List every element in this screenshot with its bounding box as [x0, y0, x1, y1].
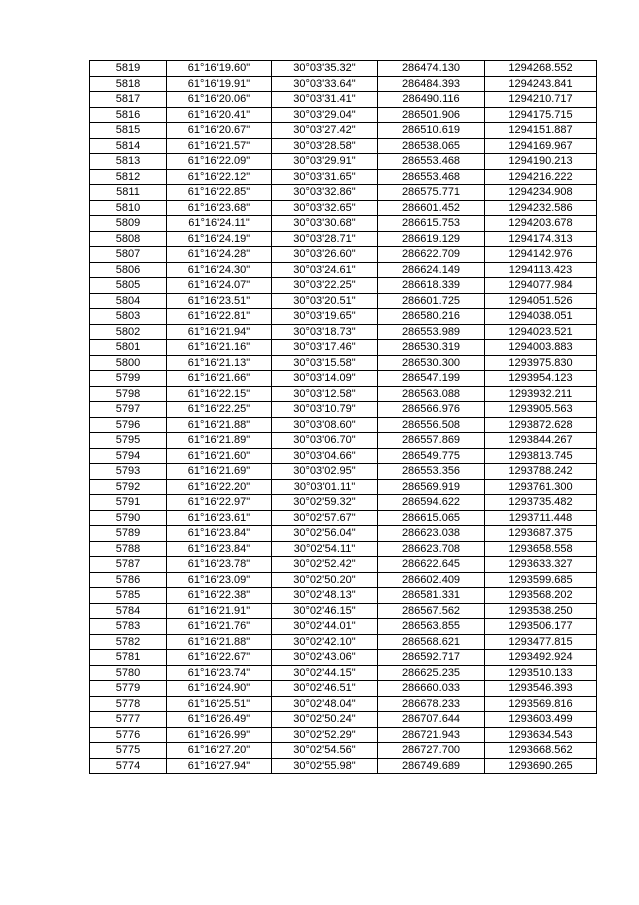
- y-cell: 1293711.448: [485, 510, 597, 526]
- y-cell: 1293546.393: [485, 681, 597, 697]
- point-cell: 5785: [90, 588, 167, 604]
- longitude-cell: 30°03'08.60": [272, 417, 378, 433]
- table-row: [90, 324, 597, 340]
- latitude-cell: 61°16'22.12": [167, 169, 272, 185]
- x-cell: 286563.855: [378, 619, 485, 635]
- latitude-cell: 61°16'21.88": [167, 417, 272, 433]
- x-cell: 286594.622: [378, 495, 485, 511]
- latitude-cell: 61°16'21.13": [167, 355, 272, 371]
- latitude-cell: 61°16'23.74": [167, 665, 272, 681]
- y-cell: 1293599.685: [485, 572, 597, 588]
- latitude-cell: 61°16'22.97": [167, 495, 272, 511]
- longitude-cell: 30°03'12.58": [272, 386, 378, 402]
- longitude-cell: 30°02'56.04": [272, 526, 378, 542]
- y-cell: 1293634.543: [485, 727, 597, 743]
- table-row: [90, 200, 597, 216]
- table-row: [90, 696, 597, 712]
- x-cell: 286556.508: [378, 417, 485, 433]
- x-cell: 286510.619: [378, 123, 485, 139]
- longitude-cell: 30°02'52.29": [272, 727, 378, 743]
- table-row: [90, 448, 597, 464]
- longitude-cell: 30°03'24.61": [272, 262, 378, 278]
- y-cell: 1293658.558: [485, 541, 597, 557]
- point-cell: 5798: [90, 386, 167, 402]
- y-cell: 1294175.715: [485, 107, 597, 123]
- latitude-cell: 61°16'21.60": [167, 448, 272, 464]
- table-row: [90, 309, 597, 325]
- y-cell: 1293668.562: [485, 743, 597, 759]
- x-cell: 286553.989: [378, 324, 485, 340]
- x-cell: 286530.319: [378, 340, 485, 356]
- table-row: [90, 76, 597, 92]
- latitude-cell: 61°16'21.16": [167, 340, 272, 356]
- point-cell: 5803: [90, 309, 167, 325]
- y-cell: 1294203.678: [485, 216, 597, 232]
- latitude-cell: 61°16'24.90": [167, 681, 272, 697]
- y-cell: 1293633.327: [485, 557, 597, 573]
- latitude-cell: 61°16'21.89": [167, 433, 272, 449]
- point-cell: 5784: [90, 603, 167, 619]
- longitude-cell: 30°03'28.58": [272, 138, 378, 154]
- longitude-cell: 30°03'29.04": [272, 107, 378, 123]
- table-row: [90, 371, 597, 387]
- table-row: [90, 154, 597, 170]
- point-cell: 5782: [90, 634, 167, 650]
- x-cell: 286563.088: [378, 386, 485, 402]
- point-cell: 5776: [90, 727, 167, 743]
- x-cell: 286660.033: [378, 681, 485, 697]
- latitude-cell: 61°16'22.15": [167, 386, 272, 402]
- longitude-cell: 30°03'27.42": [272, 123, 378, 139]
- table-row: [90, 247, 597, 263]
- point-cell: 5814: [90, 138, 167, 154]
- x-cell: 286678.233: [378, 696, 485, 712]
- longitude-cell: 30°03'04.66": [272, 448, 378, 464]
- table-row: [90, 340, 597, 356]
- latitude-cell: 61°16'24.30": [167, 262, 272, 278]
- longitude-cell: 30°02'54.11": [272, 541, 378, 557]
- longitude-cell: 30°03'33.64": [272, 76, 378, 92]
- table-row: [90, 92, 597, 108]
- point-cell: 5811: [90, 185, 167, 201]
- y-cell: 1293538.250: [485, 603, 597, 619]
- y-cell: 1294151.887: [485, 123, 597, 139]
- latitude-cell: 61°16'25.51": [167, 696, 272, 712]
- y-cell: 1293492.924: [485, 650, 597, 666]
- longitude-cell: 30°03'10.79": [272, 402, 378, 418]
- longitude-cell: 30°03'30.68": [272, 216, 378, 232]
- latitude-cell: 61°16'24.07": [167, 278, 272, 294]
- x-cell: 286615.753: [378, 216, 485, 232]
- table-row: [90, 681, 597, 697]
- point-cell: 5789: [90, 526, 167, 542]
- x-cell: 286553.468: [378, 169, 485, 185]
- point-cell: 5813: [90, 154, 167, 170]
- point-cell: 5808: [90, 231, 167, 247]
- x-cell: 286474.130: [378, 61, 485, 77]
- y-cell: 1293506.177: [485, 619, 597, 635]
- latitude-cell: 61°16'24.28": [167, 247, 272, 263]
- point-cell: 5775: [90, 743, 167, 759]
- latitude-cell: 61°16'26.99": [167, 727, 272, 743]
- point-cell: 5795: [90, 433, 167, 449]
- y-cell: 1293872.628: [485, 417, 597, 433]
- longitude-cell: 30°03'28.71": [272, 231, 378, 247]
- x-cell: 286484.393: [378, 76, 485, 92]
- latitude-cell: 61°16'23.84": [167, 541, 272, 557]
- latitude-cell: 61°16'23.09": [167, 572, 272, 588]
- coordinates-table-body: [90, 61, 597, 774]
- latitude-cell: 61°16'23.84": [167, 526, 272, 542]
- longitude-cell: 30°03'20.51": [272, 293, 378, 309]
- longitude-cell: 30°03'01.11": [272, 479, 378, 495]
- x-cell: 286623.038: [378, 526, 485, 542]
- y-cell: 1294051.526: [485, 293, 597, 309]
- table-row: [90, 510, 597, 526]
- longitude-cell: 30°03'26.60": [272, 247, 378, 263]
- latitude-cell: 61°16'20.06": [167, 92, 272, 108]
- point-cell: 5781: [90, 650, 167, 666]
- point-cell: 5777: [90, 712, 167, 728]
- x-cell: 286601.725: [378, 293, 485, 309]
- point-cell: 5786: [90, 572, 167, 588]
- y-cell: 1293568.202: [485, 588, 597, 604]
- table-row: [90, 138, 597, 154]
- table-row: [90, 712, 597, 728]
- point-cell: 5802: [90, 324, 167, 340]
- y-cell: 1293788.242: [485, 464, 597, 480]
- longitude-cell: 30°03'22.25": [272, 278, 378, 294]
- point-cell: 5778: [90, 696, 167, 712]
- longitude-cell: 30°02'46.51": [272, 681, 378, 697]
- table-row: [90, 526, 597, 542]
- longitude-cell: 30°02'50.24": [272, 712, 378, 728]
- y-cell: 1293690.265: [485, 758, 597, 774]
- point-cell: 5812: [90, 169, 167, 185]
- x-cell: 286707.644: [378, 712, 485, 728]
- y-cell: 1293603.499: [485, 712, 597, 728]
- y-cell: 1293761.300: [485, 479, 597, 495]
- latitude-cell: 61°16'27.20": [167, 743, 272, 759]
- coordinates-table: [89, 60, 597, 774]
- latitude-cell: 61°16'22.20": [167, 479, 272, 495]
- x-cell: 286568.621: [378, 634, 485, 650]
- y-cell: 1293569.816: [485, 696, 597, 712]
- x-cell: 286549.775: [378, 448, 485, 464]
- x-cell: 286625.235: [378, 665, 485, 681]
- latitude-cell: 61°16'24.19": [167, 231, 272, 247]
- y-cell: 1293844.267: [485, 433, 597, 449]
- table-row: [90, 433, 597, 449]
- table-row: [90, 231, 597, 247]
- table-row: [90, 293, 597, 309]
- table-row: [90, 278, 597, 294]
- x-cell: 286623.708: [378, 541, 485, 557]
- y-cell: 1294038.051: [485, 309, 597, 325]
- longitude-cell: 30°03'18.73": [272, 324, 378, 340]
- y-cell: 1294243.841: [485, 76, 597, 92]
- point-cell: 5793: [90, 464, 167, 480]
- point-cell: 5809: [90, 216, 167, 232]
- table-row: [90, 495, 597, 511]
- table-row: [90, 61, 597, 77]
- table-row: [90, 603, 597, 619]
- longitude-cell: 30°02'52.42": [272, 557, 378, 573]
- longitude-cell: 30°02'46.15": [272, 603, 378, 619]
- x-cell: 286580.216: [378, 309, 485, 325]
- point-cell: 5780: [90, 665, 167, 681]
- y-cell: 1293932.211: [485, 386, 597, 402]
- table-row: [90, 572, 597, 588]
- latitude-cell: 61°16'21.94": [167, 324, 272, 340]
- latitude-cell: 61°16'23.78": [167, 557, 272, 573]
- latitude-cell: 61°16'19.91": [167, 76, 272, 92]
- longitude-cell: 30°02'44.15": [272, 665, 378, 681]
- point-cell: 5779: [90, 681, 167, 697]
- longitude-cell: 30°02'42.10": [272, 634, 378, 650]
- table-row: [90, 185, 597, 201]
- point-cell: 5792: [90, 479, 167, 495]
- point-cell: 5817: [90, 92, 167, 108]
- longitude-cell: 30°02'50.20": [272, 572, 378, 588]
- y-cell: 1294023.521: [485, 324, 597, 340]
- latitude-cell: 61°16'21.88": [167, 634, 272, 650]
- latitude-cell: 61°16'22.38": [167, 588, 272, 604]
- table-row: [90, 479, 597, 495]
- y-cell: 1294210.717: [485, 92, 597, 108]
- x-cell: 286501.906: [378, 107, 485, 123]
- table-row: [90, 541, 597, 557]
- point-cell: 5788: [90, 541, 167, 557]
- longitude-cell: 30°03'17.46": [272, 340, 378, 356]
- latitude-cell: 61°16'23.68": [167, 200, 272, 216]
- longitude-cell: 30°03'32.86": [272, 185, 378, 201]
- table-row: [90, 216, 597, 232]
- y-cell: 1294268.552: [485, 61, 597, 77]
- table-row: [90, 727, 597, 743]
- x-cell: 286569.919: [378, 479, 485, 495]
- point-cell: 5787: [90, 557, 167, 573]
- latitude-cell: 61°16'21.66": [167, 371, 272, 387]
- x-cell: 286727.700: [378, 743, 485, 759]
- y-cell: 1293905.563: [485, 402, 597, 418]
- x-cell: 286721.943: [378, 727, 485, 743]
- y-cell: 1294077.984: [485, 278, 597, 294]
- y-cell: 1294113.423: [485, 262, 597, 278]
- x-cell: 286557.869: [378, 433, 485, 449]
- point-cell: 5805: [90, 278, 167, 294]
- x-cell: 286749.689: [378, 758, 485, 774]
- x-cell: 286553.468: [378, 154, 485, 170]
- latitude-cell: 61°16'21.57": [167, 138, 272, 154]
- x-cell: 286566.976: [378, 402, 485, 418]
- latitude-cell: 61°16'27.94": [167, 758, 272, 774]
- x-cell: 286602.409: [378, 572, 485, 588]
- longitude-cell: 30°02'57.67": [272, 510, 378, 526]
- latitude-cell: 61°16'21.69": [167, 464, 272, 480]
- latitude-cell: 61°16'21.91": [167, 603, 272, 619]
- point-cell: 5801: [90, 340, 167, 356]
- longitude-cell: 30°02'59.32": [272, 495, 378, 511]
- longitude-cell: 30°02'48.13": [272, 588, 378, 604]
- latitude-cell: 61°16'26.49": [167, 712, 272, 728]
- table-row: [90, 557, 597, 573]
- longitude-cell: 30°02'43.06": [272, 650, 378, 666]
- longitude-cell: 30°02'55.98": [272, 758, 378, 774]
- y-cell: 1294232.586: [485, 200, 597, 216]
- y-cell: 1294174.313: [485, 231, 597, 247]
- x-cell: 286530.300: [378, 355, 485, 371]
- longitude-cell: 30°03'15.58": [272, 355, 378, 371]
- x-cell: 286553.356: [378, 464, 485, 480]
- table-row: [90, 665, 597, 681]
- point-cell: 5807: [90, 247, 167, 263]
- point-cell: 5774: [90, 758, 167, 774]
- longitude-cell: 30°03'29.91": [272, 154, 378, 170]
- latitude-cell: 61°16'23.51": [167, 293, 272, 309]
- longitude-cell: 30°03'02.95": [272, 464, 378, 480]
- y-cell: 1294216.222: [485, 169, 597, 185]
- table-row: [90, 107, 597, 123]
- latitude-cell: 61°16'22.67": [167, 650, 272, 666]
- point-cell: 5819: [90, 61, 167, 77]
- table-row: [90, 634, 597, 650]
- latitude-cell: 61°16'21.76": [167, 619, 272, 635]
- table-row: [90, 169, 597, 185]
- longitude-cell: 30°02'54.56": [272, 743, 378, 759]
- x-cell: 286581.331: [378, 588, 485, 604]
- x-cell: 286624.149: [378, 262, 485, 278]
- longitude-cell: 30°03'19.65": [272, 309, 378, 325]
- y-cell: 1293954.123: [485, 371, 597, 387]
- point-cell: 5797: [90, 402, 167, 418]
- y-cell: 1293510.133: [485, 665, 597, 681]
- point-cell: 5816: [90, 107, 167, 123]
- x-cell: 286622.709: [378, 247, 485, 263]
- point-cell: 5783: [90, 619, 167, 635]
- latitude-cell: 61°16'20.67": [167, 123, 272, 139]
- latitude-cell: 61°16'24.11": [167, 216, 272, 232]
- table-row: [90, 758, 597, 774]
- latitude-cell: 61°16'22.09": [167, 154, 272, 170]
- latitude-cell: 61°16'22.25": [167, 402, 272, 418]
- table-row: [90, 355, 597, 371]
- table-row: [90, 417, 597, 433]
- longitude-cell: 30°03'06.70": [272, 433, 378, 449]
- y-cell: 1293813.745: [485, 448, 597, 464]
- latitude-cell: 61°16'23.61": [167, 510, 272, 526]
- y-cell: 1294234.908: [485, 185, 597, 201]
- x-cell: 286615.065: [378, 510, 485, 526]
- longitude-cell: 30°03'32.65": [272, 200, 378, 216]
- table-row: [90, 650, 597, 666]
- latitude-cell: 61°16'22.81": [167, 309, 272, 325]
- point-cell: 5810: [90, 200, 167, 216]
- point-cell: 5815: [90, 123, 167, 139]
- table-row: [90, 588, 597, 604]
- table-row: [90, 619, 597, 635]
- point-cell: 5799: [90, 371, 167, 387]
- longitude-cell: 30°03'31.65": [272, 169, 378, 185]
- x-cell: 286538.065: [378, 138, 485, 154]
- point-cell: 5796: [90, 417, 167, 433]
- y-cell: 1294169.967: [485, 138, 597, 154]
- point-cell: 5794: [90, 448, 167, 464]
- latitude-cell: 61°16'20.41": [167, 107, 272, 123]
- longitude-cell: 30°03'14.09": [272, 371, 378, 387]
- point-cell: 5800: [90, 355, 167, 371]
- longitude-cell: 30°03'31.41": [272, 92, 378, 108]
- x-cell: 286547.199: [378, 371, 485, 387]
- x-cell: 286575.771: [378, 185, 485, 201]
- point-cell: 5804: [90, 293, 167, 309]
- y-cell: 1293975.830: [485, 355, 597, 371]
- x-cell: 286592.717: [378, 650, 485, 666]
- point-cell: 5791: [90, 495, 167, 511]
- table-row: [90, 123, 597, 139]
- x-cell: 286490.116: [378, 92, 485, 108]
- table-row: [90, 386, 597, 402]
- longitude-cell: 30°02'48.04": [272, 696, 378, 712]
- x-cell: 286619.129: [378, 231, 485, 247]
- table-row: [90, 464, 597, 480]
- longitude-cell: 30°03'35.32": [272, 61, 378, 77]
- x-cell: 286622.645: [378, 557, 485, 573]
- table-row: [90, 402, 597, 418]
- longitude-cell: 30°02'44.01": [272, 619, 378, 635]
- x-cell: 286601.452: [378, 200, 485, 216]
- x-cell: 286618.339: [378, 278, 485, 294]
- point-cell: 5790: [90, 510, 167, 526]
- point-cell: 5806: [90, 262, 167, 278]
- table-row: [90, 743, 597, 759]
- y-cell: 1293477.815: [485, 634, 597, 650]
- y-cell: 1293687.375: [485, 526, 597, 542]
- table-row: [90, 262, 597, 278]
- y-cell: 1294003.883: [485, 340, 597, 356]
- y-cell: 1293735.482: [485, 495, 597, 511]
- x-cell: 286567.562: [378, 603, 485, 619]
- y-cell: 1294142.976: [485, 247, 597, 263]
- latitude-cell: 61°16'19.60": [167, 61, 272, 77]
- latitude-cell: 61°16'22.85": [167, 185, 272, 201]
- y-cell: 1294190.213: [485, 154, 597, 170]
- point-cell: 5818: [90, 76, 167, 92]
